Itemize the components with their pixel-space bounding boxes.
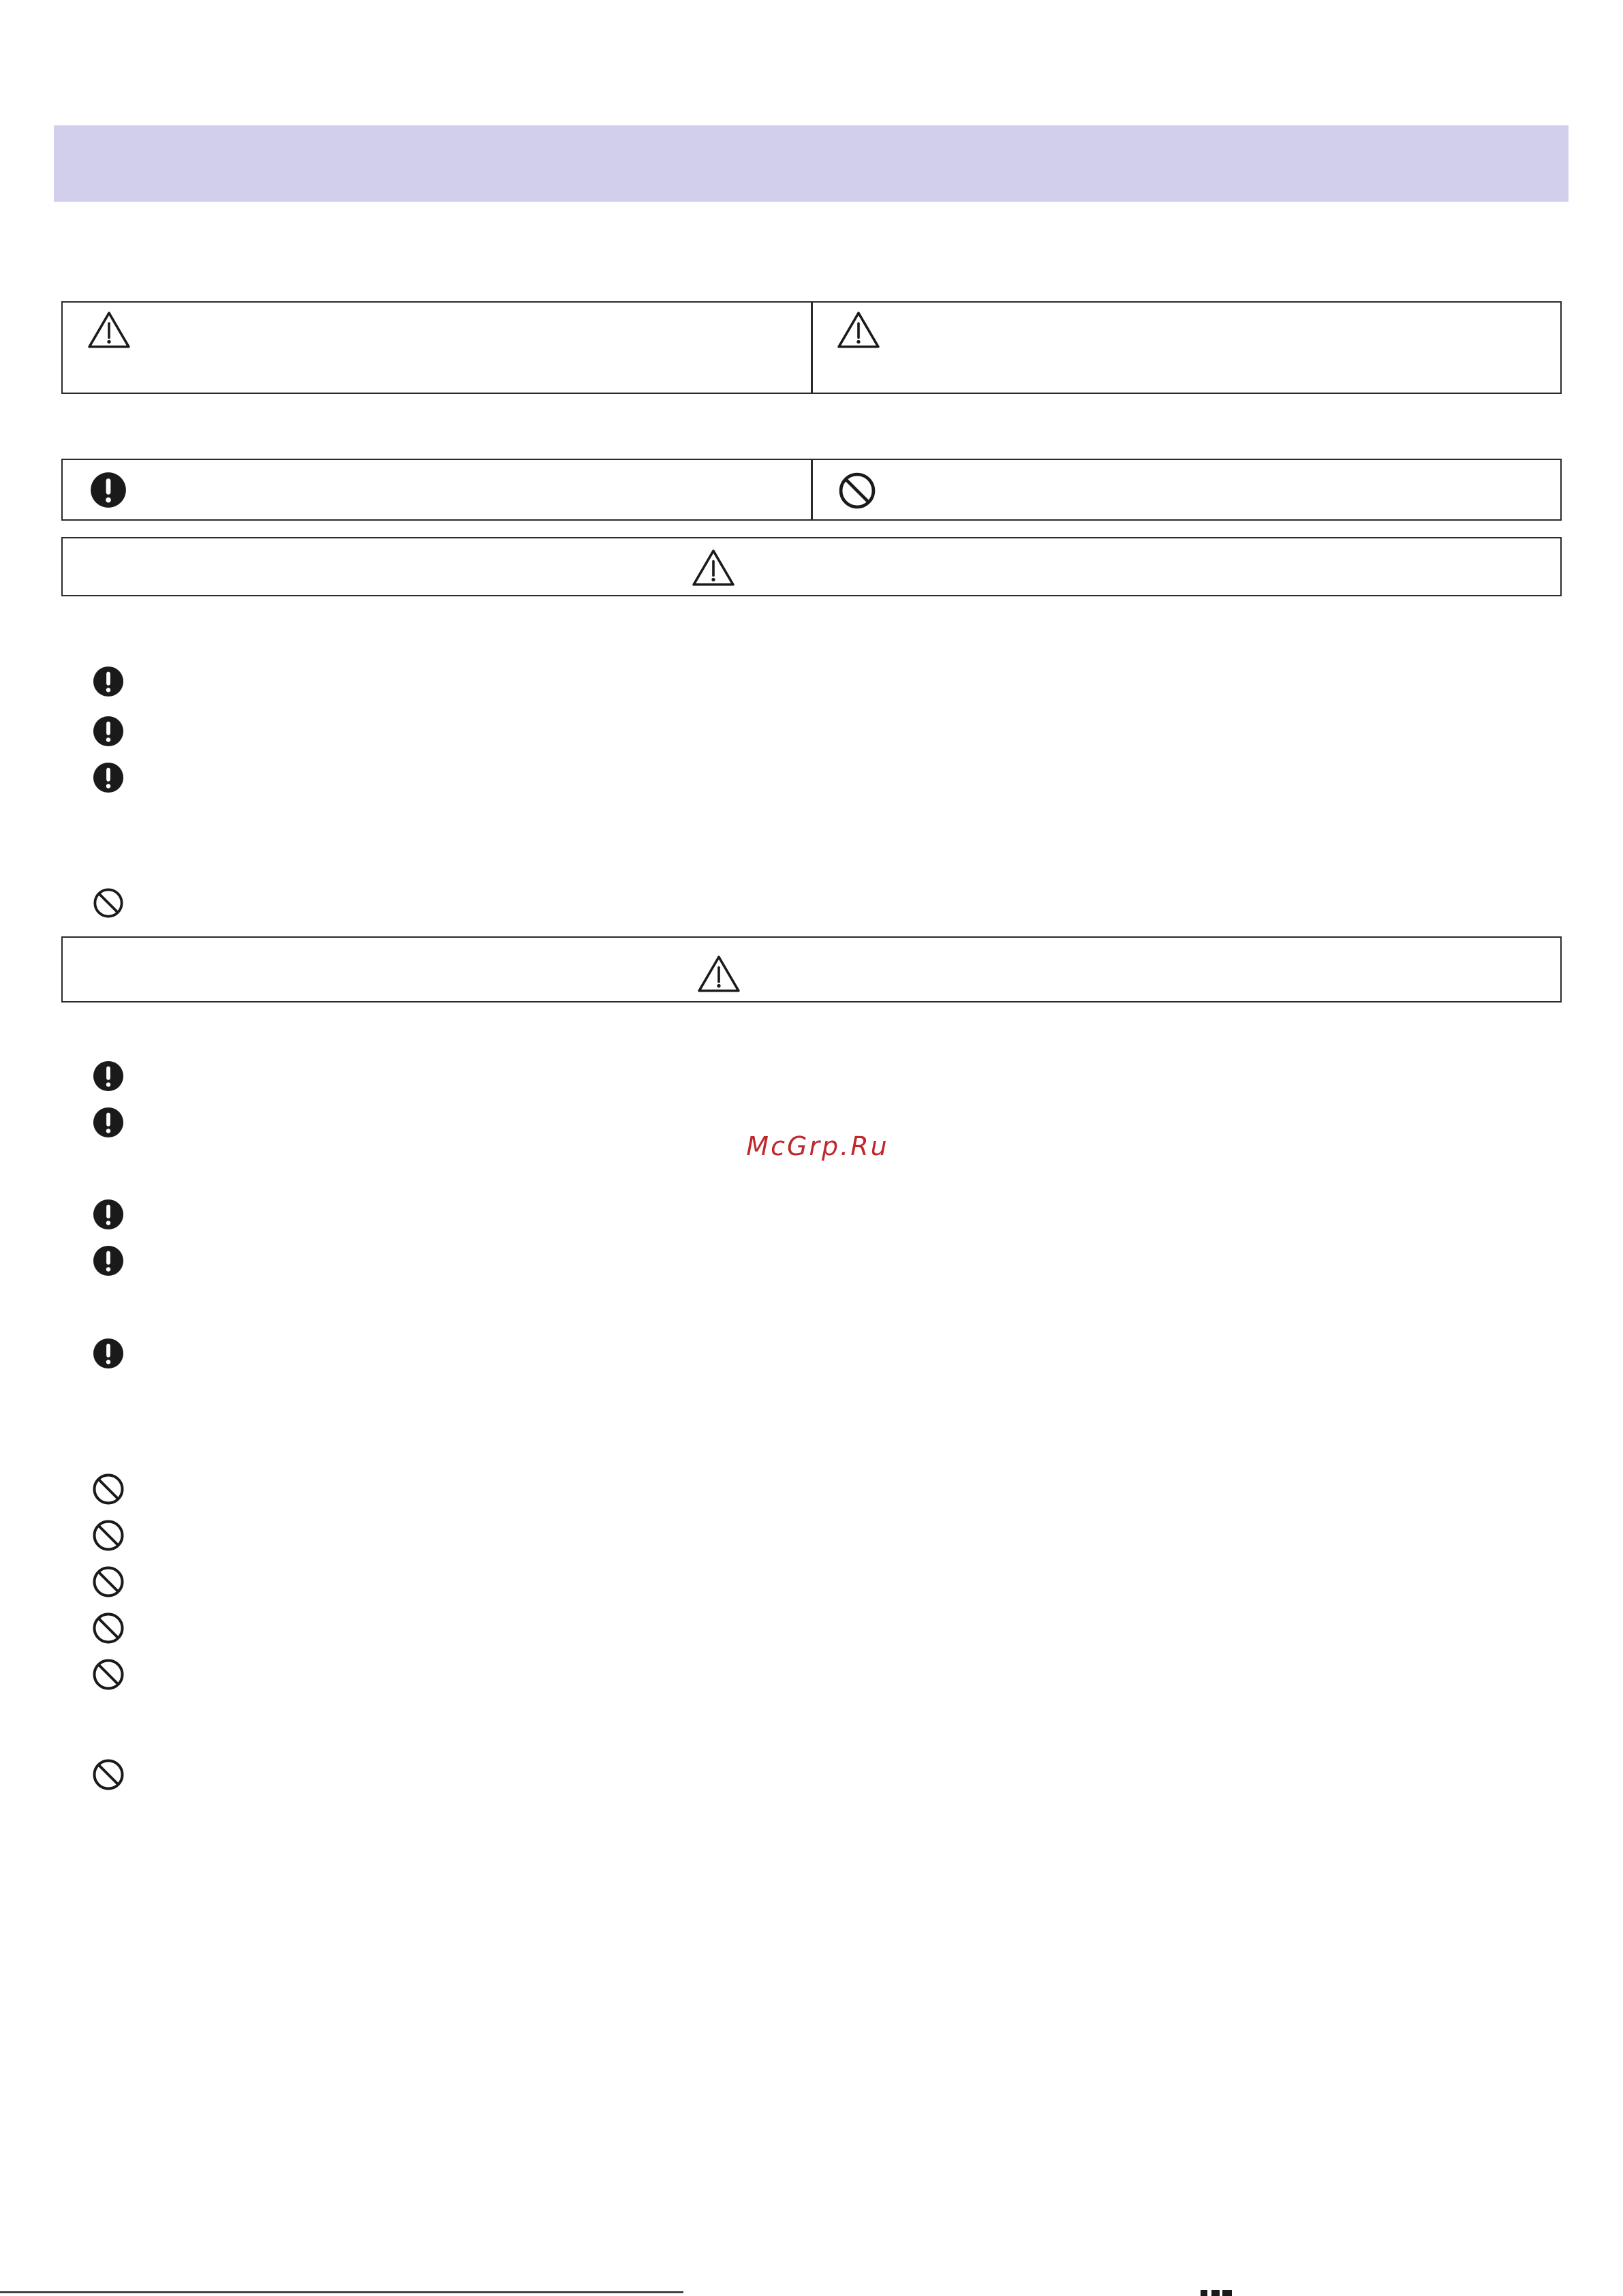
mandatory-action-icon [93,762,124,793]
prohibited-action-icon [93,887,124,919]
caution-triangle-icon [696,954,741,994]
warning-triangle-icon [87,310,132,350]
prohibited-action-icon [92,1519,125,1552]
prohibited-action-icon [92,1758,125,1791]
mandatory-action-icon [93,1338,124,1369]
watermark: McGrp.Ru [746,1131,889,1161]
prohibited-action-icon [838,472,876,510]
signal-word-legend [61,301,1562,394]
symbol-legend [61,459,1562,521]
prohibited-action-icon [92,1473,125,1505]
mandatory-action-icon [93,1199,124,1230]
warning-triangle-icon [691,548,736,587]
legend-divider [811,303,813,393]
prohibited-action-icon [92,1565,125,1598]
legend-divider [811,460,813,519]
footer-mark-icon [1201,2290,1232,2296]
prohibited-action-icon [92,1612,125,1644]
mandatory-action-icon [93,666,124,697]
caution-triangle-icon [836,310,881,350]
footer-rule [0,2291,683,2293]
mandatory-action-icon [93,1060,124,1092]
mandatory-action-icon [93,1245,124,1276]
header-band [54,125,1568,202]
mandatory-action-icon [90,472,127,508]
prohibited-action-icon [92,1658,125,1691]
mandatory-action-icon [93,1107,124,1138]
mandatory-action-icon [93,716,124,747]
caution-banner [61,936,1562,1002]
warning-banner [61,537,1562,596]
